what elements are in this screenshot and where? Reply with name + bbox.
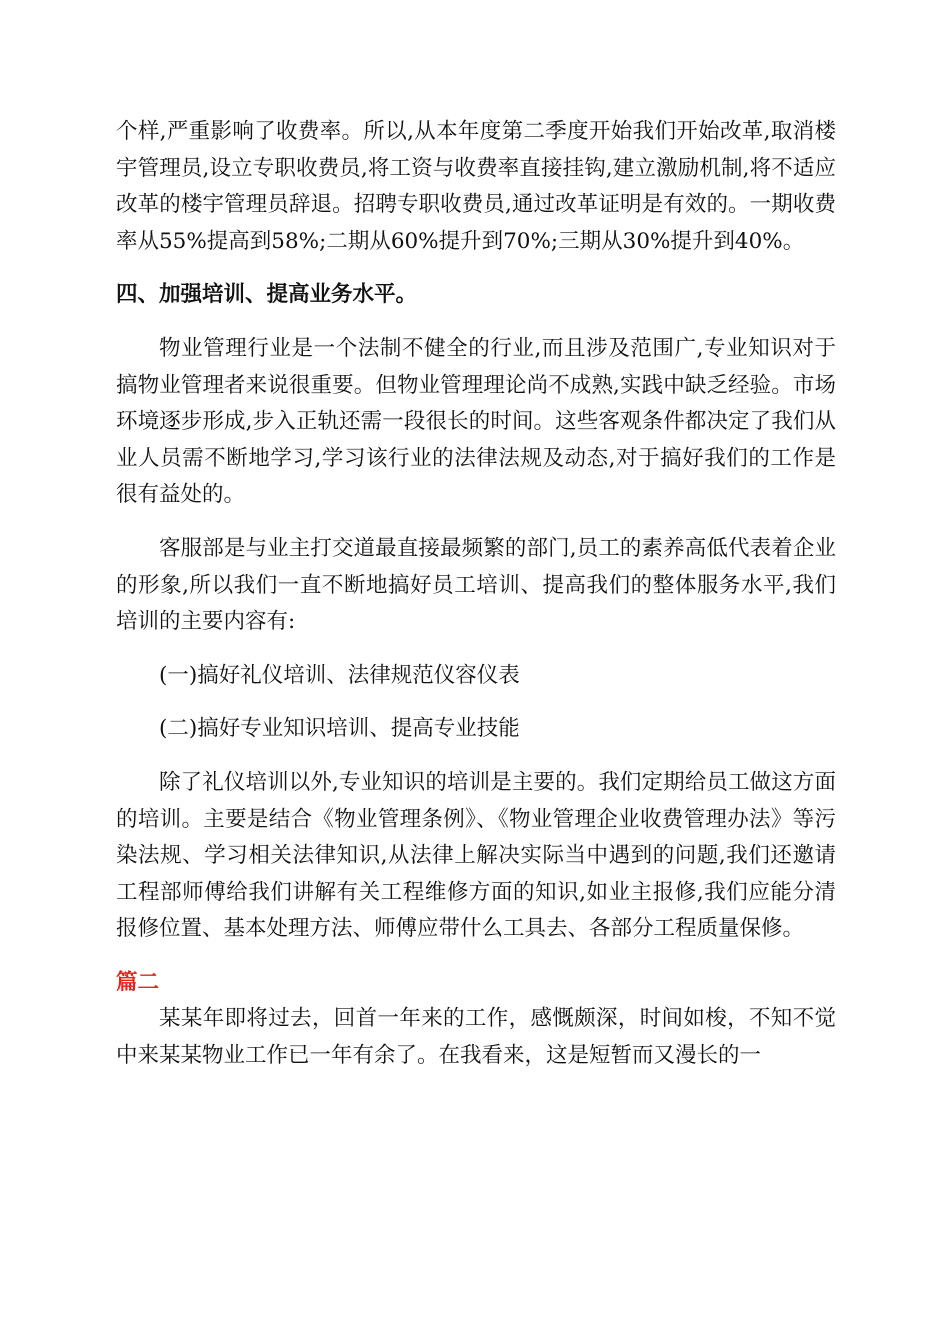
paragraph-industry-knowledge: 物业管理行业是一个法制不健全的行业,而且涉及范围广,专业知识对于搞物业管理者来说很重要。但物业管理理论尚不成熟,实践中缺乏经验。市场环境逐步形成,步入正轨还需一段很长的时间。这些客观条件都决定了我们从业人员需不断地学习,学习该行业的法律法规及动态,对于搞好我们的工作是很有益处的。 (116, 335, 836, 508)
paragraph-year-review: 某某年即将过去，回首一年来的工作，感慨颇深，时间如梭，不知不觉中来某某物业工作已一年有余了。在我看来，这是短暂而又漫长的一 (116, 1006, 836, 1069)
paragraph-customer-service: 客服部是与业主打交道最直接最频繁的部门,员工的素养高低代表着企业的形象,所以我们一直不断地搞好员工培训、提高我们的整体服务水平,我们培训的主要内容有: (116, 535, 836, 635)
paragraph-training-details: 除了礼仪培训以外,专业知识的培训是主要的。我们定期给员工做这方面的培训。主要是结合《物业管理条例》、《物业管理企业收费管理办法》等污染法规、学习相关法律知识,从法律上解决实际当中遇到的问题,我们还邀请工程部师傅给我们讲解有关工程维修方面的知识,如业主报修,我们应能分清报修位置、基本处理方法、师傅应带什么工具去、各部分工程质量保修。 (116, 769, 836, 942)
section-title-part-two: 篇二 (116, 969, 160, 995)
list-item-etiquette-training: (一)搞好礼仪培训、法律规范仪容仪表 (159, 662, 520, 688)
paragraph-fee-reform: 个样,严重影响了收费率。所以,从本年度第二季度开始我们开始改革,取消楼宇管理员,设立专职收费员,将工资与收费率直接挂钩,建立激励机制,将不适应改革的楼宇管理员辞退。招聘专职收费员,通过改革证明是有效的。一期收费率从55%提高到58%;二期从60%提升到70%;三期从30%提升到40%。 (116, 119, 836, 254)
list-item-professional-training: (二)搞好专业知识培训、提高专业技能 (159, 716, 520, 742)
heading-training: 四、加强培训、提高业务水平。 (116, 282, 418, 308)
document-body (116, 114, 836, 1075)
